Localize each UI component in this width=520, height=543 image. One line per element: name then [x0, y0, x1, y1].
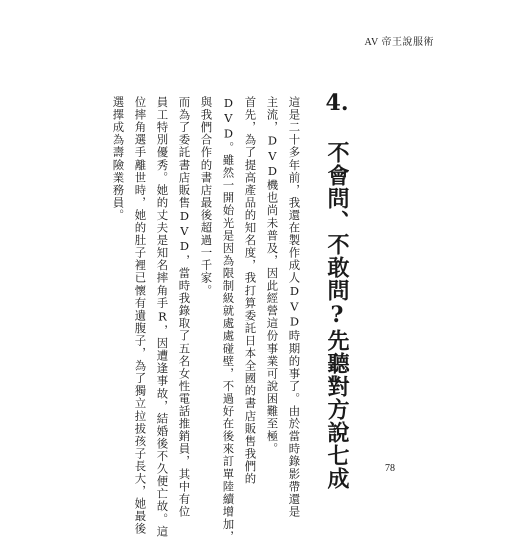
chapter-number: 4. [325, 92, 349, 114]
running-header: AV 帝王說服術 [364, 37, 434, 48]
body-line: 而為了委託書店販售DVD，當時我錄取了五名女性電話推銷員，其中有位 [177, 96, 192, 518]
page-number: 78 [385, 463, 395, 474]
body-line: 與我們合作的書店最後超過一千家。 [199, 96, 214, 297]
body-line: DVD。雖然一開始光是因為限制級就處處碰壁，不過好在後來訂單陸續增加， [221, 96, 236, 543]
body-line: 選擇成為壽險業務員。 [111, 96, 126, 222]
body-line: 主流，DVD機也尚未普及，因此經營這份事業可說困難至極。 [265, 96, 280, 456]
body-line: 這是二十多年前，我還在製作成人DVD時期的事了。由於當時錄影帶還是 [287, 96, 302, 518]
chapter-title: 不會問、不敢問?先聽對方說七成 [324, 141, 350, 490]
body-line: 員工特別優秀。她的丈夫是知名摔角手R，因遭逢事故，結婚後不久便亡故。這 [155, 96, 170, 538]
body-line: 位摔角選手離世時，她的肚子裡已懷有遺腹子，為了獨立拉拔孩子長大，她最後 [133, 96, 148, 536]
body-line: 首先，為了提高產品的知名度，我打算委託日本全國的書店販售我們的 [243, 96, 258, 486]
chapter-heading [326, 92, 348, 490]
